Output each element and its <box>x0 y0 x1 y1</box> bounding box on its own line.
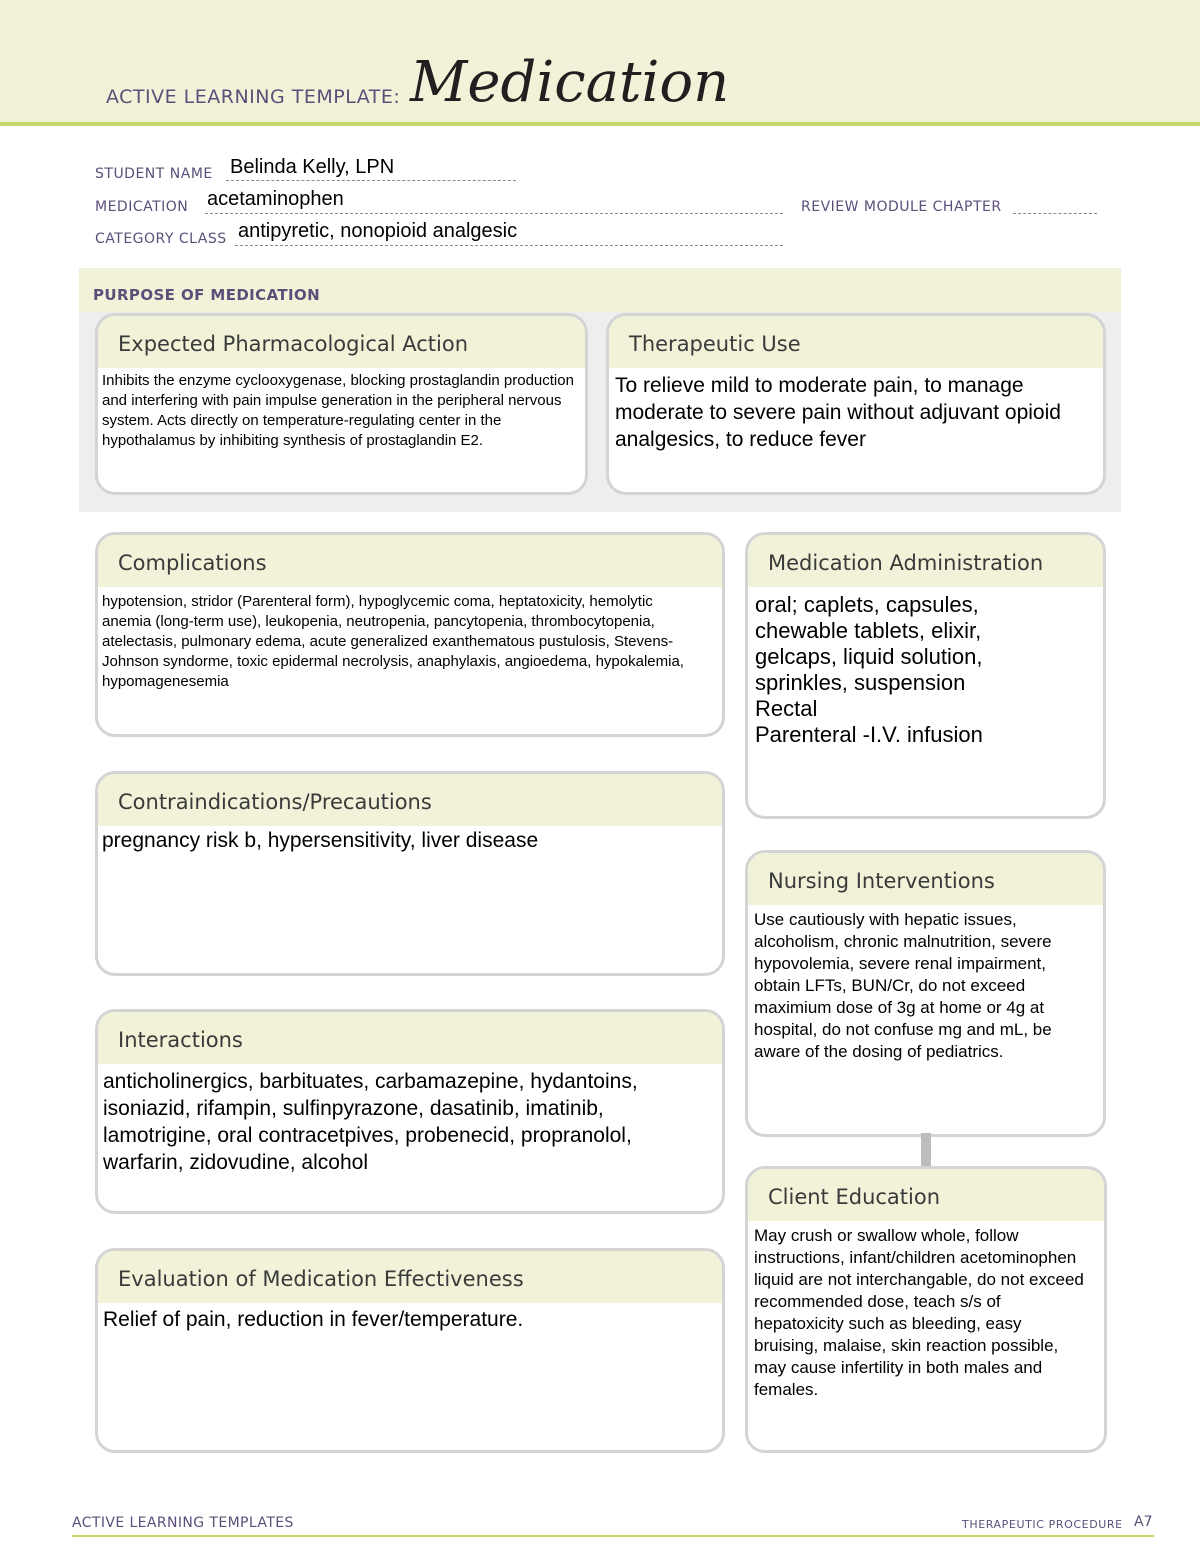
administration-line[interactable]: oral; caplets, capsules, <box>755 592 979 617</box>
administration-line[interactable]: Parenteral -I.V. infusion <box>755 722 983 747</box>
administration-line[interactable]: chewable tablets, elixir, <box>755 618 982 643</box>
contraindications-title: Contraindications/Precautions <box>118 790 432 814</box>
review-module-label: REVIEW MODULE CHAPTER <box>801 199 1002 215</box>
therapeutic-use-text[interactable]: To relieve mild to moderate pain, to manage moderate to severe pain without adjuvant opioid analgesics, to reduce fever <box>615 374 1061 451</box>
connector-bar <box>921 1133 931 1166</box>
student-name-field[interactable]: Belinda Kelly, LPN <box>230 156 395 178</box>
interactions-box <box>95 1009 725 1214</box>
header-rule <box>0 122 1200 126</box>
evaluation-text[interactable]: Relief of pain, reduction in fever/temperature. <box>103 1308 524 1331</box>
client-education-text[interactable]: May crush or swallow whole, follow instructions, infant/children acetominophen liquid are not interchangable, do not exceed recommended dose, teach s/s of hepatoxicity such as bleeding, easy bruising, malaise, skin reaction possible, may cause infertility in both males and females. <box>754 1226 1084 1399</box>
contraindications-text[interactable]: pregnancy risk b, hypersensitivity, liver disease <box>102 829 539 852</box>
category-class-label: CATEGORY CLASS <box>95 231 227 247</box>
nursing-interventions-text[interactable]: Use cautiously with hepatic issues, alcoholism, chronic malnutrition, severe hypovolemia, severe renal impairment, obtain LFTs, BUN/Cr, do not exceed maximium dose of 3g at home or 4g at hospital, do not confuse mg and mL, be aware of the dosing of pediatrics. <box>754 910 1052 1061</box>
medication-underline <box>205 213 783 214</box>
therapeutic-use-box <box>606 313 1106 495</box>
administration-title: Medication Administration <box>768 551 1044 575</box>
evaluation-box <box>95 1248 725 1453</box>
expected-action-box <box>95 313 588 495</box>
administration-line[interactable]: Rectal <box>755 696 818 721</box>
medication-label: MEDICATION <box>95 199 189 215</box>
complications-text[interactable]: hypotension, stridor (Parenteral form), hypoglycemic coma, heptatoxicity, hemolytic anemia (long-term use), leukopenia, neutropenia, pancytopenia, thrombocytopenia, atelectasis, pulmonary edema, acute generalized exanthematous pustulosis, Stevens-Johnson syndorme, toxic epidermal necrolysis, anaphylaxis, angioedema, hypokalemia, hypomagenesemia <box>102 593 684 690</box>
page-title: Medication <box>410 50 730 115</box>
interactions-title: Interactions <box>118 1028 243 1052</box>
template-prefix: ACTIVE LEARNING TEMPLATE: <box>106 86 401 108</box>
evaluation-title: Evaluation of Medication Effectiveness <box>118 1267 524 1291</box>
expected-action-text[interactable]: Inhibits the enzyme cyclooxygenase, blocking prostaglandin production and interfering with pain impulse generation in the peripheral nervous system. Acts directly on temperature-regulating center in the hypothalamus by inhibiting synthesis of prostaglandin E2. <box>102 372 574 449</box>
administration-line[interactable]: gelcaps, liquid solution, <box>755 644 983 669</box>
administration-line[interactable]: sprinkles, suspension <box>755 670 966 695</box>
client-education-box <box>745 1166 1107 1453</box>
interactions-text[interactable]: anticholinergics, barbituates, carbamazepine, hydantoins, isoniazid, rifampin, sulfinpyrazone, dasatinib, imatinib, lamotrigine, oral contracetpives, probenecid, propranolol, warfarin, zidovudine, alcohol <box>103 1070 638 1174</box>
client-education-title: Client Education <box>768 1185 941 1209</box>
medication-field[interactable]: acetaminophen <box>207 188 344 210</box>
expected-action-title: Expected Pharmacological Action <box>118 332 469 356</box>
footer-left-label: ACTIVE LEARNING TEMPLATES <box>72 1515 294 1531</box>
complications-title: Complications <box>118 551 267 575</box>
page-number: A7 <box>1134 1514 1153 1530</box>
contraindications-box <box>95 771 725 976</box>
administration-list <box>755 592 1095 748</box>
footer-rule <box>72 1535 1154 1537</box>
therapeutic-use-title: Therapeutic Use <box>629 332 801 356</box>
nursing-interventions-title: Nursing Interventions <box>768 869 995 893</box>
student-name-label: STUDENT NAME <box>95 166 213 182</box>
category-class-field[interactable]: antipyretic, nonopioid analgesic <box>238 220 518 242</box>
purpose-label: PURPOSE OF MEDICATION <box>93 286 321 304</box>
nursing-interventions-box <box>745 850 1106 1137</box>
student-name-underline <box>226 180 516 181</box>
footer-right-label: THERAPEUTIC PROCEDURE <box>962 1518 1123 1531</box>
complications-box <box>95 532 725 737</box>
review-module-field[interactable] <box>1013 213 1097 214</box>
administration-box <box>745 532 1106 819</box>
category-class-underline <box>235 245 783 246</box>
